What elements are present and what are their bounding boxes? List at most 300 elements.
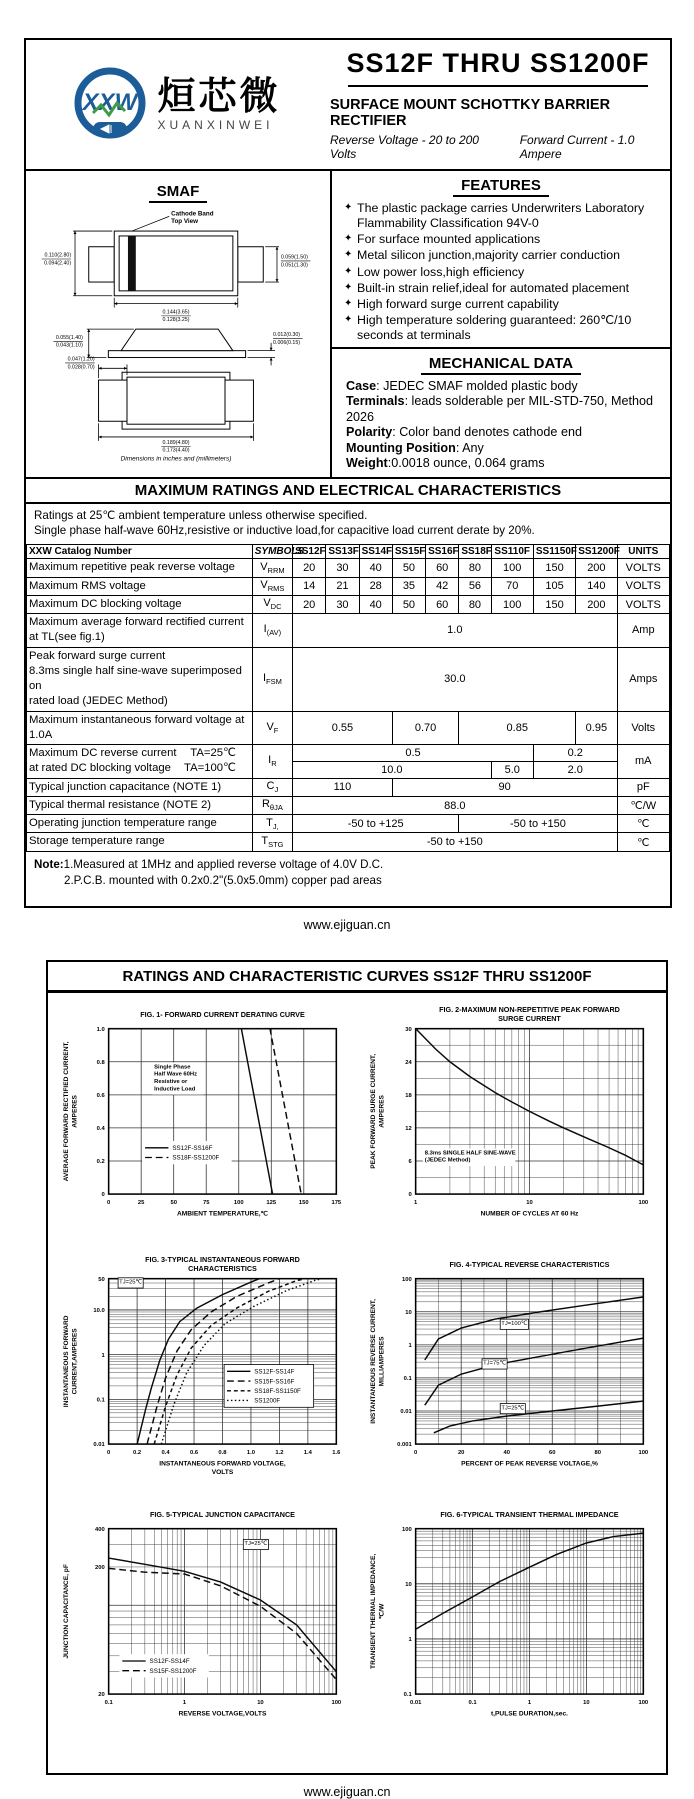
svg-text:Cathode Band: Cathode Band (171, 210, 214, 218)
symbol-cell: $R_{\theta JA}$ (252, 796, 292, 814)
svg-text:0.2: 0.2 (132, 1450, 141, 1457)
svg-text:100: 100 (233, 1200, 244, 1207)
svg-text:1.6: 1.6 (331, 1450, 340, 1457)
x-axis-label: AMBIENT TEMPERATURE,℃ (176, 1210, 268, 1218)
symbol-cell: $V_F$ (252, 711, 292, 745)
svg-text:200: 200 (94, 1565, 105, 1572)
svg-text:10: 10 (525, 1200, 533, 1207)
units-cell: ℃ (617, 833, 669, 851)
value-cell: 35 (392, 577, 425, 595)
parameter-label: Storage temperature range (27, 833, 253, 851)
y-axis-label: INSTANTANEOUS FORWARD (62, 1315, 70, 1408)
feature-text: High forward surge current capability (357, 296, 559, 311)
chart-title: FIG. 6-TYPICAL TRANSIENT THERMAL IMPEDANCE (439, 1510, 619, 1520)
chart-title: FIG. 5-TYPICAL JUNCTION CAPACITANCE (149, 1510, 295, 1520)
mechanical-row: Terminals: leads solderable per MIL-STD-750, Method 2026 (346, 394, 654, 424)
svg-text:100: 100 (637, 1450, 648, 1457)
svg-text:1.4: 1.4 (303, 1450, 312, 1457)
company-name-en: XUANXINWEI (157, 117, 274, 132)
table-header-row (27, 545, 670, 559)
feature-item (344, 281, 662, 296)
fig1-chart (60, 1003, 348, 1247)
value-cell: 30 (326, 559, 359, 577)
chart-title: SURGE CURRENT (497, 1014, 561, 1024)
legend-label: SS18F-SS1150F (253, 1388, 301, 1396)
fig6-figure (367, 1503, 655, 1747)
units-cell: VOLTS (617, 577, 669, 595)
value-cell: 88.0 (293, 796, 617, 814)
value-cell: 150 (533, 595, 575, 613)
value-cell: 21 (326, 577, 359, 595)
units-cell: VOLTS (617, 595, 669, 613)
company-name-cn: 烜芯微 (157, 75, 281, 118)
chart-annotation: TJ=25℃ (243, 1541, 267, 1548)
svg-text:60: 60 (548, 1450, 555, 1457)
value-cell: -50 to +125 (293, 815, 459, 833)
fig5-chart (60, 1503, 348, 1747)
legend-label: SS15F-SS1200F (149, 1668, 197, 1676)
curves-page-title: RATINGS AND CHARACTERISTIC CURVES SS12F THRU SS1200F (48, 962, 666, 993)
parameter-label: Peak forward surge current 8.3ms single half sine-wave superimposed on rated load (JEDEC Method) (27, 647, 253, 711)
legend-label: SS12F-SS14F (149, 1658, 190, 1666)
parameter-label: Operating junction temperature range (27, 815, 253, 833)
chart-annotation: Resistive or (153, 1079, 187, 1086)
feature-item (344, 232, 662, 247)
svg-text:1.2: 1.2 (274, 1450, 283, 1457)
symbol-cell: $V_{RRM}$ (252, 559, 292, 577)
value-cell: 30.0 (293, 647, 617, 711)
fig1-figure (60, 1003, 348, 1247)
value-cell: 0.85 (459, 711, 576, 745)
svg-text:0.055(1.40): 0.055(1.40) (55, 334, 83, 341)
table-row (27, 815, 670, 833)
condition-line-2: Single phase half-wave 60Hz,resistive or inductive load,for capacitive load current derate by 20%. (34, 524, 535, 538)
y-axis-label: PEAK FORWARD SURGE CURRENT, (369, 1054, 377, 1170)
svg-text:0.1: 0.1 (403, 1692, 412, 1699)
svg-text:0.01: 0.01 (399, 1409, 412, 1416)
mechanical-title: MECHANICAL DATA (421, 355, 581, 375)
fig5-figure (60, 1503, 348, 1747)
chart-annotation: Inductive Load (153, 1086, 195, 1093)
symbol-cell: $V_{DC}$ (252, 595, 292, 613)
chart-annotation: TJ=25℃ (500, 1405, 524, 1412)
table-row (27, 559, 670, 577)
units-cell: ℃ (617, 815, 669, 833)
chart-annotation: TJ=25℃ (118, 1279, 142, 1286)
part-number-title: SS12F THRU SS1200F (346, 48, 650, 78)
svg-text:0.01: 0.01 (92, 1442, 105, 1449)
svg-text:0.012(0.30): 0.012(0.30) (273, 331, 301, 338)
package-outline-drawing (26, 203, 326, 465)
fig3-figure (60, 1253, 348, 1497)
value-cell: 110 (293, 778, 393, 796)
svg-text:0.189(4.80): 0.189(4.80) (162, 439, 190, 446)
svg-text:175: 175 (330, 1200, 341, 1207)
series-SS18F-SS1200F (108, 1029, 301, 1194)
value-cell: 200 (576, 595, 617, 613)
page2-footer-url: www.ejiguan.cn (303, 1785, 391, 1799)
svg-text:Top View: Top View (171, 218, 199, 226)
device-column-header: SS110F (491, 545, 533, 559)
value-cell: 42 (426, 577, 459, 595)
device-column-header: SS16F (426, 545, 459, 559)
chart-title: FIG. 2-MAXIMUM NON-REPETITIVE PEAK FORWARD (438, 1005, 620, 1015)
feature-text: The plastic package carries Underwriters Laboratory Flammability Classification 94V-0 (357, 201, 645, 231)
x-axis-label: REVERSE VOLTAGE,VOLTS (178, 1710, 266, 1718)
y-axis-label: ℃/W (378, 1603, 386, 1620)
svg-text:6: 6 (408, 1159, 412, 1166)
svg-text:0.028(0.70): 0.028(0.70) (67, 364, 95, 371)
value-cell: 105 (533, 577, 575, 595)
value-cell: 0.95 (576, 711, 617, 745)
svg-text:0.001: 0.001 (396, 1442, 412, 1449)
svg-text:1: 1 (101, 1353, 105, 1360)
value-cell: -50 to +150 (459, 815, 617, 833)
feature-item (344, 297, 662, 312)
feature-item (344, 248, 662, 263)
svg-text:0.094(2.40): 0.094(2.40) (44, 260, 72, 267)
device-column-header: SS14F (359, 545, 392, 559)
device-column-header: SS13F (326, 545, 359, 559)
page1-header (26, 40, 670, 171)
package-name: SMAF (149, 183, 208, 203)
svg-text:50: 50 (169, 1200, 177, 1207)
symbols-header: SYMBOLS (252, 545, 292, 559)
svg-text:0.006(0.15): 0.006(0.15) (273, 339, 301, 346)
value-cell: 0.70 (392, 711, 459, 745)
ratings-band-title: MAXIMUM RATINGS AND ELECTRICAL CHARACTERISTICS (26, 477, 670, 504)
y-axis-label: TRANSIENT THERMAL IMPEDANCE, (369, 1554, 377, 1670)
svg-text:Dimensions in inches and (mill: Dimensions in inches and (millimeters) (120, 455, 232, 463)
svg-text:0: 0 (408, 1192, 412, 1199)
units-cell: mA (617, 745, 669, 779)
value-cell: 0.55 (293, 711, 393, 745)
ratings-notes (26, 852, 670, 907)
value-cell: 60 (426, 559, 459, 577)
note-1: 1.Measured at 1MHz and applied reverse voltage of 4.0V D.C. (63, 857, 384, 871)
company-logo (26, 40, 326, 169)
value-cell: 200 (576, 559, 617, 577)
device-column-header: SS1150F (533, 545, 575, 559)
tagline-forward-current: Forward Current - 1.0 Ampere (519, 133, 635, 161)
chart-title: CHARACTERISTICS (187, 1264, 257, 1274)
chart-annotation: 8.3ms SINGLE HALF SINE-WAVE (424, 1150, 516, 1157)
legend-label: SS18F-SS1200F (171, 1154, 219, 1162)
units-cell: pF (617, 778, 669, 796)
feature-text: High temperature soldering guaranteed: 260℃/10 seconds at terminals (357, 312, 632, 342)
svg-text:100: 100 (330, 1700, 341, 1707)
feature-text: Low power loss,high efficiency (357, 264, 525, 279)
value-cell: 100 (491, 559, 533, 577)
catalog-number-header: XXW Catalog Number (27, 545, 253, 559)
value-cell: 20 (293, 559, 326, 577)
svg-text:100: 100 (637, 1200, 648, 1207)
value-cell: 50 (392, 595, 425, 613)
parameter-label: Typical thermal resistance (NOTE 2) (27, 796, 253, 814)
units-cell: VOLTS (617, 559, 669, 577)
svg-text:0.1: 0.1 (96, 1397, 105, 1404)
doc-tagline (330, 133, 666, 161)
value-cell: 56 (459, 577, 491, 595)
parameter-label: Maximum RMS voltage (27, 577, 253, 595)
note-2: 2.P.C.B. mounted with 0.2x0.2"(5.0x5.0mm) copper pad areas (64, 874, 382, 888)
svg-text:1.0: 1.0 (96, 1027, 105, 1034)
table-row (27, 778, 670, 796)
value-cell: 20 (293, 595, 326, 613)
mechanical-data-section (332, 347, 670, 477)
chart-title: FIG. 3-TYPICAL INSTANTANEOUS FORWARD (144, 1255, 300, 1265)
device-column-header: SS12F (293, 545, 326, 559)
legend-label: SS12F-SS14F (253, 1368, 294, 1376)
svg-text:1: 1 (527, 1700, 531, 1707)
svg-text:100: 100 (401, 1277, 412, 1284)
x-axis-label: PERCENT OF PEAK REVERSE VOLTAGE,% (460, 1460, 598, 1468)
series-SS12F-SS16F (108, 1029, 272, 1194)
y-axis-label: AVERAGE FORWARD RECTIFIED CURRENT, (62, 1041, 70, 1182)
features-list (332, 201, 670, 343)
svg-text:0.128(3.25): 0.128(3.25) (162, 317, 190, 324)
svg-text:10: 10 (404, 1310, 412, 1317)
doc-subtitle: SURFACE MOUNT SCHOTTKY BARRIER RECTIFIER (330, 97, 611, 129)
feature-item (344, 265, 662, 280)
value-cell: 5.0 (491, 761, 533, 778)
device-column-header: SS18F (459, 545, 491, 559)
table-row (27, 745, 670, 762)
device-column-header: SS1200F (576, 545, 617, 559)
series-TJ=25℃ (433, 1401, 642, 1433)
value-cell: 14 (293, 577, 326, 595)
mechanical-row: Mounting Position: Any (346, 440, 484, 455)
symbol-cell: $T_{STG}$ (252, 833, 292, 851)
condition-line-1: Ratings at 25℃ ambient temperature unless otherwise specified. (34, 509, 368, 523)
svg-text:0.1: 0.1 (468, 1700, 477, 1707)
svg-text:0.043(1.10): 0.043(1.10) (55, 342, 83, 349)
parameter-label: Maximum DC reverse current TA=25℃ at rated DC blocking voltage TA=100℃ (27, 745, 253, 779)
feature-text: For surface mounted applications (357, 232, 541, 247)
fig2-chart (367, 1003, 655, 1247)
fig2-figure (367, 1003, 655, 1247)
y-axis-label: MILLIAMPERES (378, 1336, 386, 1387)
legend-label: SS12F-SS16F (171, 1145, 212, 1153)
value-cell: 2.0 (533, 761, 617, 778)
svg-text:40: 40 (502, 1450, 510, 1457)
svg-text:0: 0 (101, 1192, 105, 1199)
svg-text:10: 10 (582, 1700, 590, 1707)
units-cell: ℃/W (617, 796, 669, 814)
y-axis-label: INSTANTANEOUS REVERSE CURRENT, (369, 1299, 377, 1424)
value-cell: -50 to +150 (293, 833, 617, 851)
svg-text:1: 1 (413, 1200, 417, 1207)
mechanical-row: Case: JEDEC SMAF molded plastic body (346, 379, 578, 394)
svg-text:80: 80 (594, 1450, 601, 1457)
series-TJ=100℃ (424, 1297, 643, 1360)
svg-text:0: 0 (106, 1450, 110, 1457)
x-axis-label: INSTANTANEOUS FORWARD VOLTAGE, (158, 1460, 286, 1468)
features-title: FEATURES (453, 177, 549, 197)
value-cell: 30 (326, 595, 359, 613)
svg-text:20: 20 (457, 1450, 464, 1457)
symbol-cell: $I_{FSM}$ (252, 647, 292, 711)
svg-text:XXW: XXW (83, 88, 138, 116)
fig4-chart (367, 1253, 655, 1497)
characteristic-charts-grid (48, 993, 666, 1773)
svg-text:400: 400 (94, 1527, 105, 1534)
chart-title: FIG. 4-TYPICAL REVERSE CHARACTERISTICS (448, 1260, 609, 1270)
fig4-figure (367, 1253, 655, 1497)
legend-label: SS15F-SS16F (253, 1378, 294, 1386)
svg-text:10: 10 (404, 1582, 412, 1589)
datasheet-page-2 (46, 960, 668, 1775)
table-row (27, 577, 670, 595)
ratings-conditions (26, 504, 670, 544)
svg-text:0.01: 0.01 (409, 1700, 421, 1707)
note-label: Note: (34, 857, 64, 871)
parameter-label: Maximum DC blocking voltage (27, 595, 253, 613)
x-axis-label: VOLTS (211, 1469, 233, 1477)
svg-text:0: 0 (106, 1200, 110, 1207)
svg-text:0.6: 0.6 (96, 1093, 105, 1100)
chart-annotation: (JEDEC Method) (424, 1157, 470, 1164)
value-cell: 28 (359, 577, 392, 595)
parameter-label: Maximum instantaneous forward voltage at 1.0A (27, 711, 253, 745)
page1-footer-url: www.ejiguan.cn (303, 918, 391, 933)
units-cell: Amp (617, 614, 669, 648)
svg-text:0: 0 (413, 1450, 417, 1457)
svg-text:0.1: 0.1 (104, 1700, 113, 1707)
symbol-cell: $T_{J,}$ (252, 815, 292, 833)
svg-text:0.4: 0.4 (96, 1126, 105, 1133)
svg-text:150: 150 (298, 1200, 309, 1207)
tagline-reverse-voltage: Reverse Voltage - 20 to 200 Volts (330, 133, 479, 161)
value-cell: 50 (392, 559, 425, 577)
fig6-chart (367, 1503, 655, 1747)
svg-text:0.051(1.30): 0.051(1.30) (280, 262, 308, 269)
value-cell: 140 (576, 577, 617, 595)
svg-text:0.173(4.40): 0.173(4.40) (162, 447, 190, 454)
svg-text:0.4: 0.4 (161, 1450, 170, 1457)
y-axis-label: CURRENT,AMPERES (71, 1328, 79, 1395)
device-column-header: SS15F (392, 545, 425, 559)
diamond-bullet-icon: ✦ (344, 249, 353, 261)
x-axis-label: t,PULSE DURATION,sec. (490, 1710, 568, 1718)
ratings-table (26, 544, 670, 851)
svg-text:75: 75 (202, 1200, 209, 1207)
value-cell: 40 (359, 595, 392, 613)
value-cell: 1.0 (293, 614, 617, 648)
value-cell: 90 (392, 778, 617, 796)
diamond-bullet-icon: ✦ (344, 313, 353, 325)
value-cell: 70 (491, 577, 533, 595)
svg-text:100: 100 (637, 1700, 648, 1707)
table-row (27, 833, 670, 851)
parameter-label: Maximum average forward rectified current at TL(see fig.1) (27, 614, 253, 648)
units-cell: Amps (617, 647, 669, 711)
svg-text:0.2: 0.2 (96, 1159, 105, 1166)
svg-text:25: 25 (137, 1200, 144, 1207)
value-cell: 100 (491, 595, 533, 613)
svg-text:0.059(1.50): 0.059(1.50) (280, 254, 308, 261)
mechanical-row: Polarity: Color band denotes cathode end (346, 425, 582, 440)
svg-text:100: 100 (401, 1527, 412, 1534)
feature-item (344, 313, 662, 343)
features-section (332, 171, 670, 347)
chart-annotation: TJ=100℃ (500, 1321, 527, 1328)
value-cell: 80 (459, 559, 491, 577)
svg-text:50: 50 (97, 1277, 105, 1284)
feature-text: Metal silicon junction,majority carrier conduction (357, 248, 621, 263)
value-cell: 60 (426, 595, 459, 613)
chart-annotation: TJ=75℃ (482, 1360, 506, 1367)
units-cell: Volts (617, 711, 669, 745)
svg-text:1: 1 (408, 1343, 412, 1350)
symbol-cell: $V_{RMS}$ (252, 577, 292, 595)
mechanical-row: Weight:0.0018 ounce, 0.064 grams (346, 455, 545, 470)
value-cell: 10.0 (293, 761, 492, 778)
logo-mark-icon (71, 66, 149, 144)
feature-text: Built-in strain relief,ideal for automated placement (357, 280, 630, 295)
svg-text:0.144(3.65): 0.144(3.65) (162, 309, 190, 316)
y-axis-label: JUNCTION CAPACITANCE, pF (62, 1564, 70, 1659)
table-row (27, 796, 670, 814)
diamond-bullet-icon: ✦ (344, 297, 353, 309)
package-drawing-panel (26, 171, 332, 477)
svg-text:125: 125 (265, 1200, 276, 1207)
y-axis-label: AMPERES (378, 1095, 386, 1128)
table-row (27, 614, 670, 648)
svg-text:0.047(1.20): 0.047(1.20) (67, 356, 95, 363)
svg-text:0.8: 0.8 (96, 1060, 105, 1067)
svg-text:0.110(2.80): 0.110(2.80) (44, 252, 72, 259)
diamond-bullet-icon: ✦ (344, 281, 353, 293)
parameter-label: Maximum repetitive peak reverse voltage (27, 559, 253, 577)
chart-annotation: Half Wave 60Hz (153, 1071, 197, 1078)
svg-text:1: 1 (408, 1637, 412, 1644)
symbol-cell: $I_R$ (252, 745, 292, 779)
svg-text:10: 10 (256, 1700, 264, 1707)
svg-text:12: 12 (404, 1126, 412, 1133)
table-row (27, 595, 670, 613)
svg-text:10.0: 10.0 (92, 1308, 105, 1315)
svg-text:0.1: 0.1 (403, 1376, 412, 1383)
value-cell: 150 (533, 559, 575, 577)
parameter-label: Typical junction capacitance (NOTE 1) (27, 778, 253, 796)
diamond-bullet-icon: ✦ (344, 233, 353, 245)
symbol-cell: $I_{(AV)}$ (252, 614, 292, 648)
svg-text:0.6: 0.6 (189, 1450, 198, 1457)
table-row (27, 647, 670, 711)
legend-label: SS1200F (253, 1397, 280, 1405)
datasheet-page-1 (24, 38, 672, 908)
value-cell: 80 (459, 595, 491, 613)
chart-annotation: Single Phase (153, 1064, 190, 1071)
symbol-cell: $C_J$ (252, 778, 292, 796)
svg-text:1.0: 1.0 (246, 1450, 255, 1457)
svg-text:30: 30 (404, 1027, 412, 1034)
title-underline (348, 85, 648, 87)
units-header: UNITS (617, 545, 669, 559)
svg-text:20: 20 (97, 1692, 105, 1699)
value-cell: 0.5 (293, 745, 534, 762)
diamond-bullet-icon: ✦ (344, 265, 353, 277)
x-axis-label: NUMBER OF CYCLES AT 60 Hz (480, 1210, 578, 1218)
fig3-chart (60, 1253, 348, 1497)
diamond-bullet-icon: ✦ (344, 202, 353, 213)
svg-text:18: 18 (404, 1093, 412, 1100)
y-axis-label: AMPERES (71, 1095, 79, 1128)
value-cell: 40 (359, 559, 392, 577)
svg-text:0.8: 0.8 (217, 1450, 227, 1457)
chart-title: FIG. 1- FORWARD CURRENT DERATING CURVE (139, 1010, 305, 1020)
